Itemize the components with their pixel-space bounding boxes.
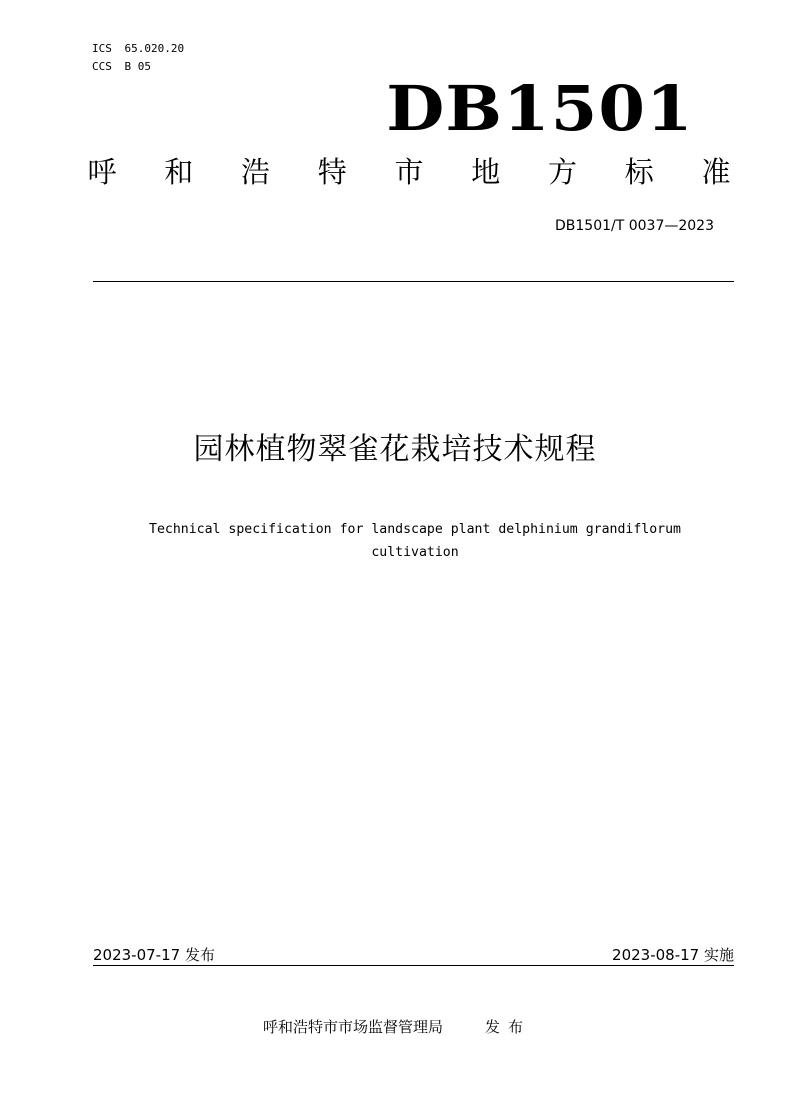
ccs-value: B 05 <box>124 60 151 73</box>
standard-type-heading <box>86 152 732 192</box>
date-row <box>93 944 734 966</box>
implement-date: 2023-08-17 实施 <box>612 946 734 964</box>
standard-type-char: 特 <box>317 155 347 189</box>
document-title-chinese: 园林植物翠雀花栽培技术规程 <box>193 432 597 467</box>
standard-number: DB1501/T 0037—2023 <box>555 218 714 234</box>
standard-type-char: 和 <box>164 155 194 189</box>
publish-label <box>481 1018 527 1036</box>
top-divider <box>93 281 734 282</box>
ics-code <box>92 40 184 58</box>
publish-word: 发 <box>484 1018 500 1036</box>
ccs-code <box>92 58 184 76</box>
issuer-name: 呼和浩特市市场监督管理局 <box>262 1018 443 1036</box>
publish-word: 布 <box>508 1018 524 1036</box>
db-logo: DB1501 <box>386 72 694 145</box>
standard-type-char: 准 <box>701 155 731 189</box>
document-title-english <box>95 518 735 564</box>
publish-date: 2023-07-17 发布 <box>93 946 215 964</box>
bottom-divider <box>93 965 734 966</box>
standard-type-char: 呼 <box>87 155 117 189</box>
ccs-label: CCS <box>92 60 112 73</box>
classification-codes <box>92 40 184 76</box>
standard-type-char: 标 <box>624 155 654 189</box>
standard-type-char: 地 <box>471 155 501 189</box>
title-english-line-1: Technical specification for landscape plant delphinium grandiflorum <box>149 522 681 537</box>
standard-type-char: 浩 <box>240 155 270 189</box>
ics-value: 65.020.20 <box>124 42 185 55</box>
standard-type-char: 方 <box>547 155 577 189</box>
standard-type-char: 市 <box>394 155 424 189</box>
title-english-line-2: cultivation <box>371 545 459 560</box>
issuing-authority <box>0 1016 790 1038</box>
ics-label: ICS <box>92 42 112 55</box>
